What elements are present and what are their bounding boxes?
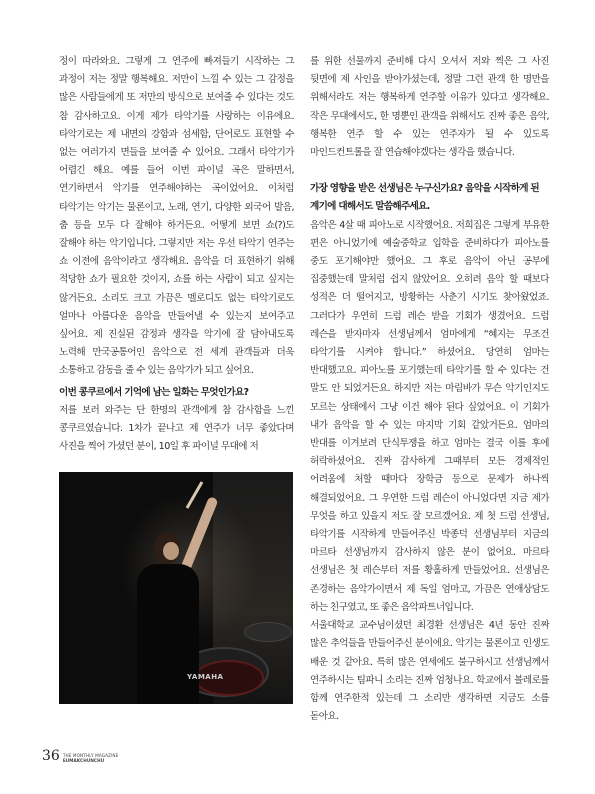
magazine-name-line2: EUMAKCHUNCHU [62, 758, 105, 763]
magazine-name [63, 753, 119, 763]
article-paragraph: 서울대학교 교수님이셨던 최경환 선생님은 4년 동안 진짜 많은 추억들을 만들어주신 분이에요. 악기는 물론이고 인생도 배운 것 같아요. 특히 많은 연세에도 불구하시고 선생님께서 연주하시는 팀파니 소리는 진짜 엄청나요. 학교에서 볼레로를 함께 연주한적 있는데 그 소리만 생각하면 지금도 소름 돋아요. [310, 620, 549, 723]
article-paragraph: 정이 따라와요. 그렇게 그 연주에 빠져들기 시작하는 그 과정이 저는 정말 행복해요. 저만이 느낄 수 있는 그 감정을 많은 사람들에게 또 저만의 방식으로 보여줄 수 있다는 것도 참 감사하고요. 이게 제가 타악기를 사랑하는 이유에요. 타악기로는 제 내면의 강함과 섬세함, 단어로도 표현할 수 없는 여러가지 면들을 보여줄 수 있어요. 그래서 타악기가 어렵긴 해요. 예를 들어 이번 파이널 곡은 말하면서, 연기하면서 악기를 연주해야하는 곡이었어요. 이처럼 타악기는 악기는 물론이고, 노래, 연기, 다양한 외국어 발음, 춤 등을 모두 다 잘해야 하거든요. 어떻게 보면 쇼(?)도 잘해야 하는 악기입니다. 그렇지만 저는 우선 타악기 연주는 쇼 이전에 음악이라고 생각해요. 음악을 더 표현하기 위해 적당한 쇼가 필요한 것이지, 쇼를 하는 사람이 되고 싶지는 않거든요. 소리도 크고 가끔은 멜로디도 없는 타악기로도 얼마나 아름다운 음악을 만들어낼 수 있는지 보여주고 싶어요. 제 진실된 감정과 생각을 악기에 잘 담아내도록 노력해 만국공통어인 음악으로 전 세계 관객들과 더욱 소통하고 감동을 줄 수 있는 음악가가 되고 싶어요. [59, 56, 294, 377]
right-column [310, 53, 549, 726]
performer-body [137, 564, 199, 704]
page-number: 36 [42, 748, 60, 764]
article-paragraph: 저를 보러 와주는 단 한명의 관객에게 참 감사함을 느낀 콩쿠르였습니다. 1차가 끝나고 제 연주가 너무 좋았다며 사진을 찍어 가셨던 분이, 10일 후 파이널 무대에 저 [59, 404, 294, 453]
drum-brand-logo: YAMAHA [187, 673, 224, 682]
interview-question: 가장 영향을 받은 선생님은 누구신가요? 음악을 시작하게 된 계기에 대해서도 말씀해주세요. [310, 183, 539, 213]
magazine-name-line1: THE MONTHLY MAGAZINE [62, 753, 119, 758]
performer-photo [59, 472, 293, 704]
interview-question: 이번 콩쿠르에서 기억에 남는 일화는 무엇인가요? [59, 386, 249, 398]
article-paragraph: 음악은 4살 때 피아노로 시작했어요. 저희집은 그렇게 부유한 편은 아니었기에 예술중학교 입학을 준비하다가 피아노를 중도 포기해야만 했어요. 그 후로 음악이 아닌 공부에 집중했는데 말처럼 쉽지 않았어요. 오히려 음악 할 때보다 성적은 더 떨어지고, 방황하는 사춘기 시기도 찾아왔었죠. 그러다가 우연히 드럼 레슨 받을 기회가 생겼어요. 드럼 레슨을 받자마자 선생님께서 엄마에게 “혜지는 무조건 타악기를 시켜야 합니다.” 하셨어요. 당연히 엄마는 반대했고요. 피아노를 포기했는데 타악기를 할 수 있다는 건 말도 안 되었거든요. 하지만 저는 마림바가 무슨 악기인지도 모르는 상태에서 그냥 이건 해야 된다 싶었어요. 이 기회가 내가 음악을 할 수 있는 마지막 기회 같았거든요. 엄마의 반대를 이겨보려 단식투쟁을 하고 엄마는 결국 이를 후에 허락하셨어요. 진짜 감사하게 그때부터 모든 경제적인 어려움에 처할 때마다 장학금 등으로 문제가 하나씩 해결되었어요. 그 우연한 드럼 레슨이 아니었다면 지금 제가 무엇을 하고 있을지 저도 잘 모르겠어요. 제 첫 드럼 선생님, 타악기를 시작하게 만들어주신 박종덕 선생님부터 지금의 마르타 선생님까지 감사하지 않은 분이 없어요. 마르타 선생님은 첫 레슨부터 저를 황홀하게 만들었어요. 선생님은 존경하는 음악가이면서 제 독일 엄마고, 가끔은 연애상담도 하는 친구였고, 또 좋은 음악파트너입니다. [310, 219, 549, 613]
left-column [59, 53, 294, 704]
page-footer [42, 749, 118, 763]
article-paragraph: 를 위한 선물까지 준비해 다시 오셔서 저와 찍은 그 사진 뒷면에 제 사인을 받아가셨는데, 정말 그런 관객 한 명만을 위해서라도 저는 행복하게 연주할 이유가 있다고 생각해요. 작은 무대에서도, 한 명뿐인 관객을 위해서도 진짜 좋은 음악, 행복한 연주 할 수 있는 연주자가 될 수 있도록 마인드컨트롤을 잘 연습해야겠다는 생각을 했습니다. [310, 56, 549, 159]
